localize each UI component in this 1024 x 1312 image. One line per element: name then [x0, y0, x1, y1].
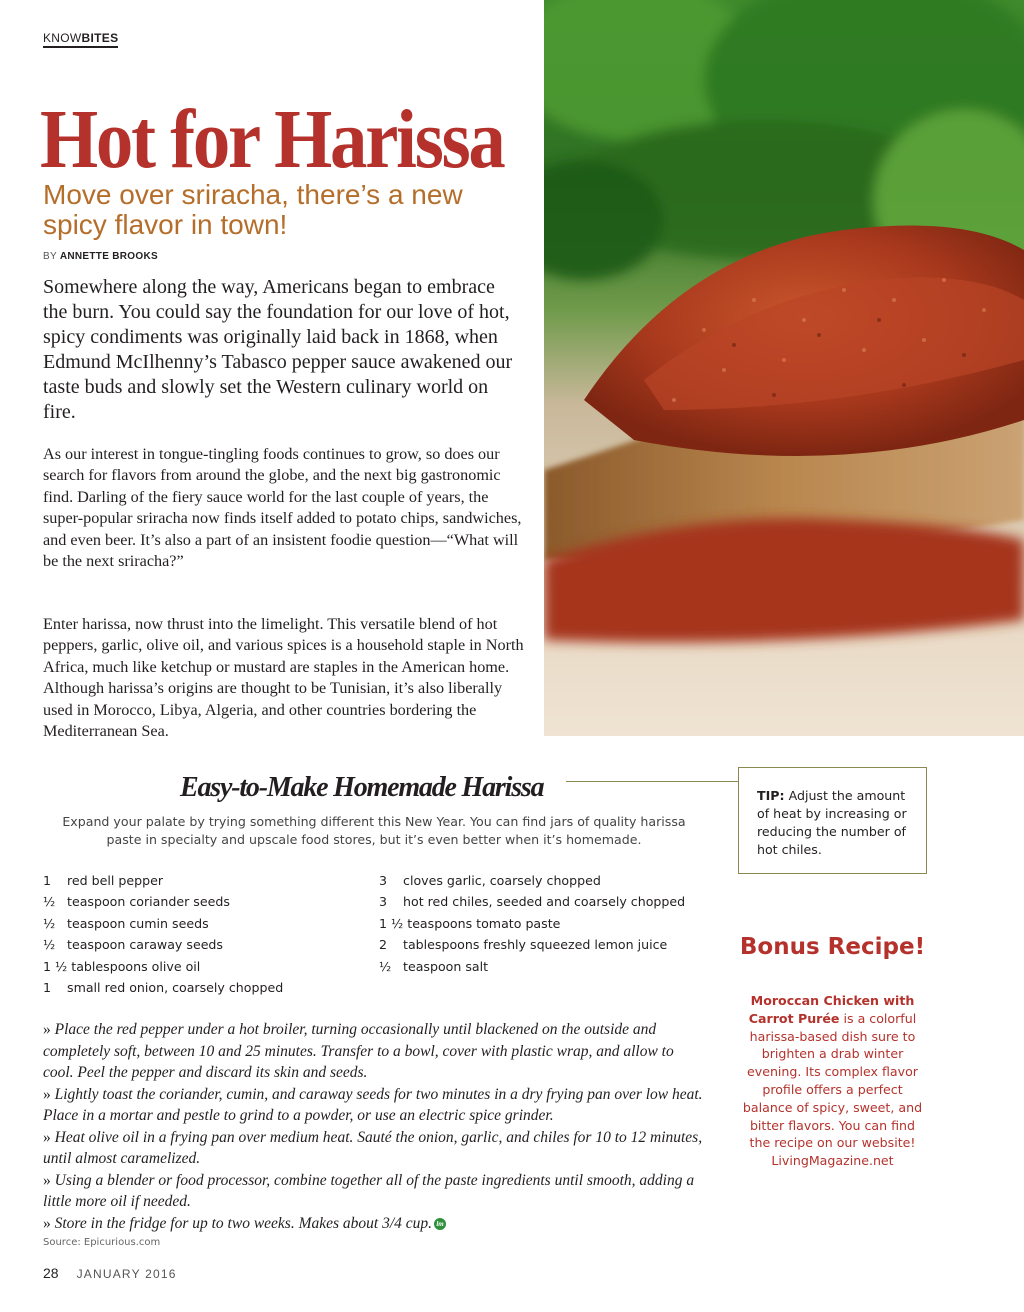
recipe-steps — [43, 1019, 703, 1234]
ingredient-row — [379, 913, 685, 934]
ingredient-qty: 1 ½ — [379, 915, 404, 931]
step-marker: » — [43, 1171, 51, 1189]
ingredient-row — [379, 956, 685, 977]
ingredient-row — [379, 870, 685, 891]
end-mark-icon: lm — [434, 1218, 446, 1230]
ingredient-row — [43, 956, 283, 977]
ingredient-qty: 2 — [379, 937, 388, 953]
harissa-photo — [544, 0, 1024, 736]
ingredient-item: tablespoons olive oil — [71, 958, 201, 974]
bonus-dish: Moroccan Chicken with Carrot Purée — [748, 993, 915, 1026]
article-title: Hot for Harissa — [40, 93, 504, 186]
section-tag-light: KNOW — [43, 31, 82, 45]
ingredient-item: tablespoons freshly squeezed lemon juice — [403, 937, 668, 953]
step-marker: » — [43, 1214, 51, 1232]
ingredient-row — [43, 977, 283, 998]
ingredient-item: teaspoon salt — [403, 958, 489, 974]
ingredient-qty: ½ — [43, 894, 56, 910]
page-footer — [43, 1265, 177, 1281]
tip-label: TIP: — [757, 788, 785, 803]
recipe-step — [43, 1170, 703, 1213]
body-paragraph-1: As our interest in tongue-tingling foods continues to grow, so does our search for flavors from around the globe, and the next big gastronomic find. Darling of the fiery sauce world for the last couple of years, the super-popular sriracha now finds itself added to potato chips, sandwiches, and even beer. It’s also a part of an insistent foodie question—“What will be the next sriracha?” — [43, 445, 522, 571]
step-marker: » — [43, 1021, 51, 1038]
ingredient-item: hot red chiles, seeded and coarsely chopped — [403, 894, 686, 910]
page-number: 28 — [43, 1265, 59, 1281]
ingredient-item: teaspoon cumin seeds — [67, 915, 209, 931]
tip-text: Adjust the amount of heat by increasing or reducing the number of hot chiles. — [757, 788, 907, 857]
step-text: Lightly toast the coriander, cumin, and caraway seeds for two minutes in a dry frying pan over low heat. Place in a mortar and pestle to grind to a powder, or use an electric spice grinder. — [43, 1085, 703, 1124]
recipe-step — [43, 1213, 703, 1235]
ingredient-item: teaspoon caraway seeds — [67, 937, 223, 953]
recipe-title: Easy-to-Make Homemade Harissa — [180, 772, 544, 803]
recipe-source: Source: Epicurious.com — [43, 1237, 161, 1248]
bonus-body — [738, 992, 927, 1170]
ingredient-row — [43, 870, 283, 891]
byline-prefix: BY — [43, 251, 57, 262]
ingredient-qty: 1 — [43, 980, 52, 996]
ingredient-item: teaspoon coriander seeds — [67, 894, 230, 910]
recipe-step — [43, 1084, 703, 1127]
ingredient-item: red bell pepper — [67, 873, 164, 888]
bonus-text: is a colorful harissa-based dish sure to brighten a drab winter evening. Its complex flavor profile offers a perfect balance of spicy, sweet, and bitter flavors. You can find the recipe on our website! LivingMagazine.net — [742, 1010, 923, 1169]
recipe-intro: Expand your palate by trying something different this New Year. You can find jars of quality harissa paste in specialty and upscale food stores, but it’s even better when it’s homemade. — [62, 814, 686, 847]
recipe-step — [43, 1019, 703, 1084]
lead-paragraph: Somewhere along the way, Americans began to embrace the burn. You could say the foundation for our love of hot, spicy condiments was originally laid back in 1868, when Edmund McIlhenny’s Tabasco pepper sauce awakened our taste buds and slowly set the Western culinary world on fire. — [43, 276, 513, 423]
ingredient-qty: 1 — [43, 873, 52, 888]
issue-date: JANUARY 2016 — [76, 1267, 177, 1281]
ingredient-row — [379, 891, 685, 912]
body-paragraph-2: Enter harissa, now thrust into the limelight. This versatile blend of hot peppers, garlic, olive oil, and various spices is a household staple in North Africa, much like ketchup or mustard are staples in the American home. Although harissa’s origins are thought to be Tunisian, it’s also liberally used in Morocco, Libya, Algeria, and other countries bordering the Mediterranean Sea. — [43, 615, 524, 741]
recipe-title-rule — [566, 781, 738, 782]
section-tag — [43, 31, 118, 48]
step-text: Heat olive oil in a frying pan over medium heat. Sauté the onion, garlic, and chiles for 10 to 12 minutes, until almost caramelized. — [43, 1128, 703, 1167]
ingredient-qty: ½ — [43, 937, 56, 953]
step-marker: » — [43, 1128, 51, 1146]
ingredient-row — [43, 913, 283, 934]
step-text: Place the red pepper under a hot broiler, turning occasionally until blackened on the outside and completely soft, between 10 and 25 minutes. Transfer to a bowl, cover with plastic wrap, and allow to cool. Peel the pepper and discard its skin and seeds. — [43, 1021, 674, 1081]
bonus-title: Bonus Recipe! — [739, 934, 926, 960]
section-tag-bold: BITES — [81, 31, 119, 45]
ingredients-left-column — [43, 870, 283, 998]
ingredient-item: teaspoons tomato paste — [407, 915, 561, 931]
byline — [43, 251, 158, 262]
ingredient-item: small red onion, coarsely chopped — [67, 980, 284, 996]
step-marker: » — [43, 1085, 51, 1103]
ingredients-right-column — [379, 870, 685, 977]
recipe-step — [43, 1127, 703, 1170]
byline-author: ANNETTE BROOKS — [59, 251, 158, 262]
ingredient-qty: 1 ½ — [43, 958, 68, 974]
tip-box — [738, 767, 927, 874]
ingredient-row — [43, 934, 283, 955]
article-subtitle: Move over sriracha, there’s a new spicy flavor in town! — [43, 179, 463, 240]
ingredient-qty: ½ — [43, 915, 56, 931]
ingredient-row — [43, 891, 283, 912]
ingredient-qty: ½ — [379, 958, 392, 974]
ingredient-item: cloves garlic, coarsely chopped — [403, 873, 601, 888]
ingredient-qty: 3 — [379, 873, 388, 888]
ingredient-row — [379, 934, 685, 955]
ingredient-qty: 3 — [379, 894, 388, 910]
step-text: Using a blender or food processor, combine together all of the paste ingredients until smooth, adding a little more oil if needed. — [43, 1171, 695, 1210]
step-text: Store in the fridge for up to two weeks. Makes about 3/4 cup. — [54, 1214, 433, 1232]
